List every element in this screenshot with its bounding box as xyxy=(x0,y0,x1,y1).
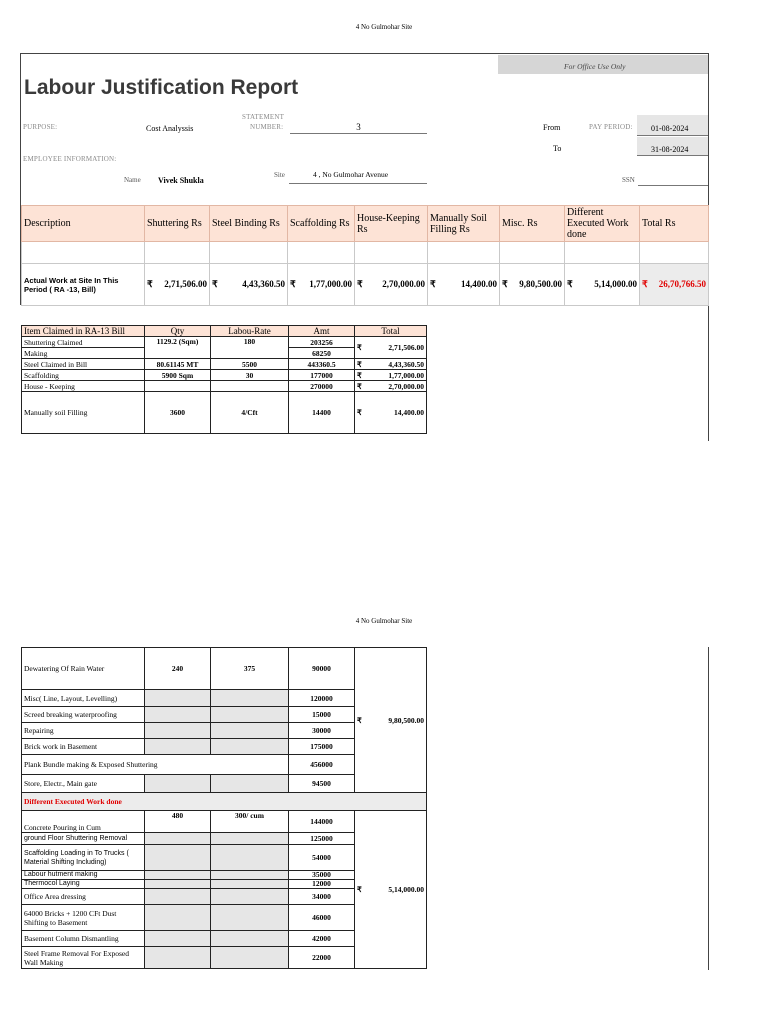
work-qty: 480 xyxy=(145,811,211,833)
work-item-label: Labour hutment making xyxy=(22,871,145,880)
claims-amt: 68250 xyxy=(289,348,355,359)
col-different-work: Different Executed Work done xyxy=(565,206,640,242)
work-amt: 125000 xyxy=(289,833,355,845)
summary-cell: ₹ 14,400.00 xyxy=(428,264,500,306)
work-item-label: Thermocol Laying xyxy=(22,880,145,889)
claims-total: ₹ 1,77,000.00 xyxy=(355,370,427,381)
statement-number-field[interactable] xyxy=(290,122,427,134)
summary-table xyxy=(21,205,709,306)
site-header: 4 No Gulmohar Site xyxy=(355,23,413,31)
ssn-label: SSN xyxy=(622,176,635,184)
col-scaffolding: Scaffolding Rs xyxy=(288,206,355,242)
work-qty: 240 xyxy=(145,648,211,690)
work-item-label: Repairing xyxy=(22,723,145,739)
work-item-label: Office Area dressing xyxy=(22,889,145,905)
name-label: Name xyxy=(124,176,141,184)
site-value: 4 , No Gulmohar Avenue xyxy=(313,170,389,179)
from-date-value: 01-08-2024 xyxy=(651,124,689,133)
sheet-border-top xyxy=(20,53,709,54)
claims-amt: 443360.5 xyxy=(289,359,355,370)
from-label: From xyxy=(543,123,561,132)
claims-item-label: Steel Claimed in Bill xyxy=(22,359,145,370)
site-header-page-2: 4 No Gulmohar Site xyxy=(355,617,413,625)
diff-work-header: Different Executed Work done xyxy=(22,793,427,811)
claims-total: ₹ 14,400.00 xyxy=(355,392,427,434)
statement-number-value: 3 xyxy=(356,122,361,132)
claims-col-rate: Labou-Rate xyxy=(211,326,289,337)
work-item-label: Misc( Line, Layout, Levelling) xyxy=(22,690,145,707)
work-item-label: Store, Electr., Main gate xyxy=(22,775,145,793)
col-misc: Misc. Rs xyxy=(500,206,565,242)
work-amt: 35000 xyxy=(289,871,355,880)
claims-total: ₹ 4,43,360.50 xyxy=(355,359,427,370)
work-rate: 300/ cum xyxy=(211,811,289,833)
work-amt: 456000 xyxy=(289,755,355,775)
claims-item-label: Shuttering Claimed xyxy=(22,337,145,348)
claims-qty: 80.61145 MT xyxy=(145,359,211,370)
purpose-value: Cost Analyssis xyxy=(146,124,194,133)
summary-cell: ₹ 5,14,000.00 xyxy=(565,264,640,306)
summary-total-cell: ₹ 26,70,766.50 xyxy=(640,264,709,306)
summary-row xyxy=(22,264,709,306)
col-housekeeping: House-Keeping Rs xyxy=(355,206,428,242)
claims-qty: 3600 xyxy=(145,392,211,434)
ssn-field[interactable] xyxy=(638,173,708,186)
claims-col-total: Total xyxy=(355,326,427,337)
work-amt: 34000 xyxy=(289,889,355,905)
col-steel-binding: Steel Binding Rs xyxy=(210,206,288,242)
work-amt: 30000 xyxy=(289,723,355,739)
claims-amt: 270000 xyxy=(289,381,355,392)
claims-rate: 5500 xyxy=(211,359,289,370)
sheet-border-right-2 xyxy=(708,647,709,970)
claims-rate: 180 xyxy=(211,337,289,359)
col-soil-filling: Manually Soil Filling Rs xyxy=(428,206,500,242)
work-amt: 90000 xyxy=(289,648,355,690)
employee-info-label: EMPLOYEE INFORMATION: xyxy=(23,155,117,163)
work-amt: 94500 xyxy=(289,775,355,793)
claims-rate: 4/Cft xyxy=(211,392,289,434)
claims-table xyxy=(21,325,427,434)
work-item-label: Steel Frame Removal For Exposed Wall Making xyxy=(22,947,145,969)
name-value: Vivek Shukla xyxy=(158,176,204,185)
work-item-label: Brick work in Basement xyxy=(22,739,145,755)
summary-cell: ₹ 1,77,000.00 xyxy=(288,264,355,306)
work-item-label: 64000 Bricks + 1200 CFt Dust Shifting to Basement xyxy=(22,905,145,931)
claims-col-item: Item Claimed in RA-13 Bill xyxy=(22,326,145,337)
office-use-label: For Office Use Only xyxy=(564,62,626,71)
statement-label-2: NUMBER: xyxy=(250,123,284,131)
work-amt: 12000 xyxy=(289,880,355,889)
summary-cell: ₹ 4,43,360.50 xyxy=(210,264,288,306)
work-table xyxy=(21,647,427,969)
col-shuttering: Shuttering Rs xyxy=(145,206,210,242)
claims-qty: 1129.2 (Sqm) xyxy=(145,337,211,359)
statement-label-1: STATEMENT xyxy=(242,113,285,121)
diff-total: ₹ 5,14,000.00 xyxy=(355,811,427,969)
summary-cell: ₹ 2,70,000.00 xyxy=(355,264,428,306)
work-item-label: Scaffolding Loading in To Trucks ( Material Shifting Including) xyxy=(22,845,145,871)
work-item-label: Basement Column Dismantling xyxy=(22,931,145,947)
work-rate: 375 xyxy=(211,648,289,690)
work-amt: 54000 xyxy=(289,845,355,871)
claims-item-label: Making xyxy=(22,348,145,359)
work-amt: 46000 xyxy=(289,905,355,931)
claims-col-amt: Amt xyxy=(289,326,355,337)
pay-period-label: PAY PERIOD: xyxy=(589,123,633,131)
work-amt: 120000 xyxy=(289,690,355,707)
work-amt: 22000 xyxy=(289,947,355,969)
work-amt: 144000 xyxy=(289,811,355,833)
claims-total: ₹ 2,70,000.00 xyxy=(355,381,427,392)
claims-amt: 14400 xyxy=(289,392,355,434)
claims-amt: 177000 xyxy=(289,370,355,381)
claims-item-label: House - Keeping xyxy=(22,381,145,392)
work-amt: 42000 xyxy=(289,931,355,947)
work-item-label: Plank Bundle making & Exposed Shuttering xyxy=(22,755,289,775)
claims-rate: 30 xyxy=(211,370,289,381)
summary-cell: ₹ 2,71,506.00 xyxy=(145,264,210,306)
claims-total: ₹ 2,71,506.00 xyxy=(355,337,427,359)
work-amt: 175000 xyxy=(289,739,355,755)
purpose-label: PURPOSE: xyxy=(23,123,58,131)
work-item-label: Dewatering Of Rain Water xyxy=(22,648,145,690)
claims-qty: 5900 Sqm xyxy=(145,370,211,381)
site-label: Site xyxy=(274,171,285,179)
claims-amt: 203256 xyxy=(289,337,355,348)
col-total: Total Rs xyxy=(640,206,709,242)
work-amt: 15000 xyxy=(289,707,355,723)
work-item-label: Concrete Pouring in Cum xyxy=(22,811,145,833)
claims-item-label: Scaffolding xyxy=(22,370,145,381)
claims-item-label: Manually soil Filling xyxy=(22,392,145,434)
work-item-label: ground Floor Shuttering Removal xyxy=(22,833,145,845)
summary-row-label: Actual Work at Site In This Period ( RA -13, Bill) xyxy=(22,264,145,306)
col-description: Description xyxy=(22,206,145,242)
to-date-value: 31-08-2024 xyxy=(651,145,689,154)
to-label: To xyxy=(553,144,562,153)
summary-cell: ₹ 9,80,500.00 xyxy=(500,264,565,306)
report-title: Labour Justification Report xyxy=(24,76,299,99)
claims-col-qty: Qty xyxy=(145,326,211,337)
misc-total: ₹ 9,80,500.00 xyxy=(355,648,427,793)
work-item-label: Screed breaking waterproofing xyxy=(22,707,145,723)
